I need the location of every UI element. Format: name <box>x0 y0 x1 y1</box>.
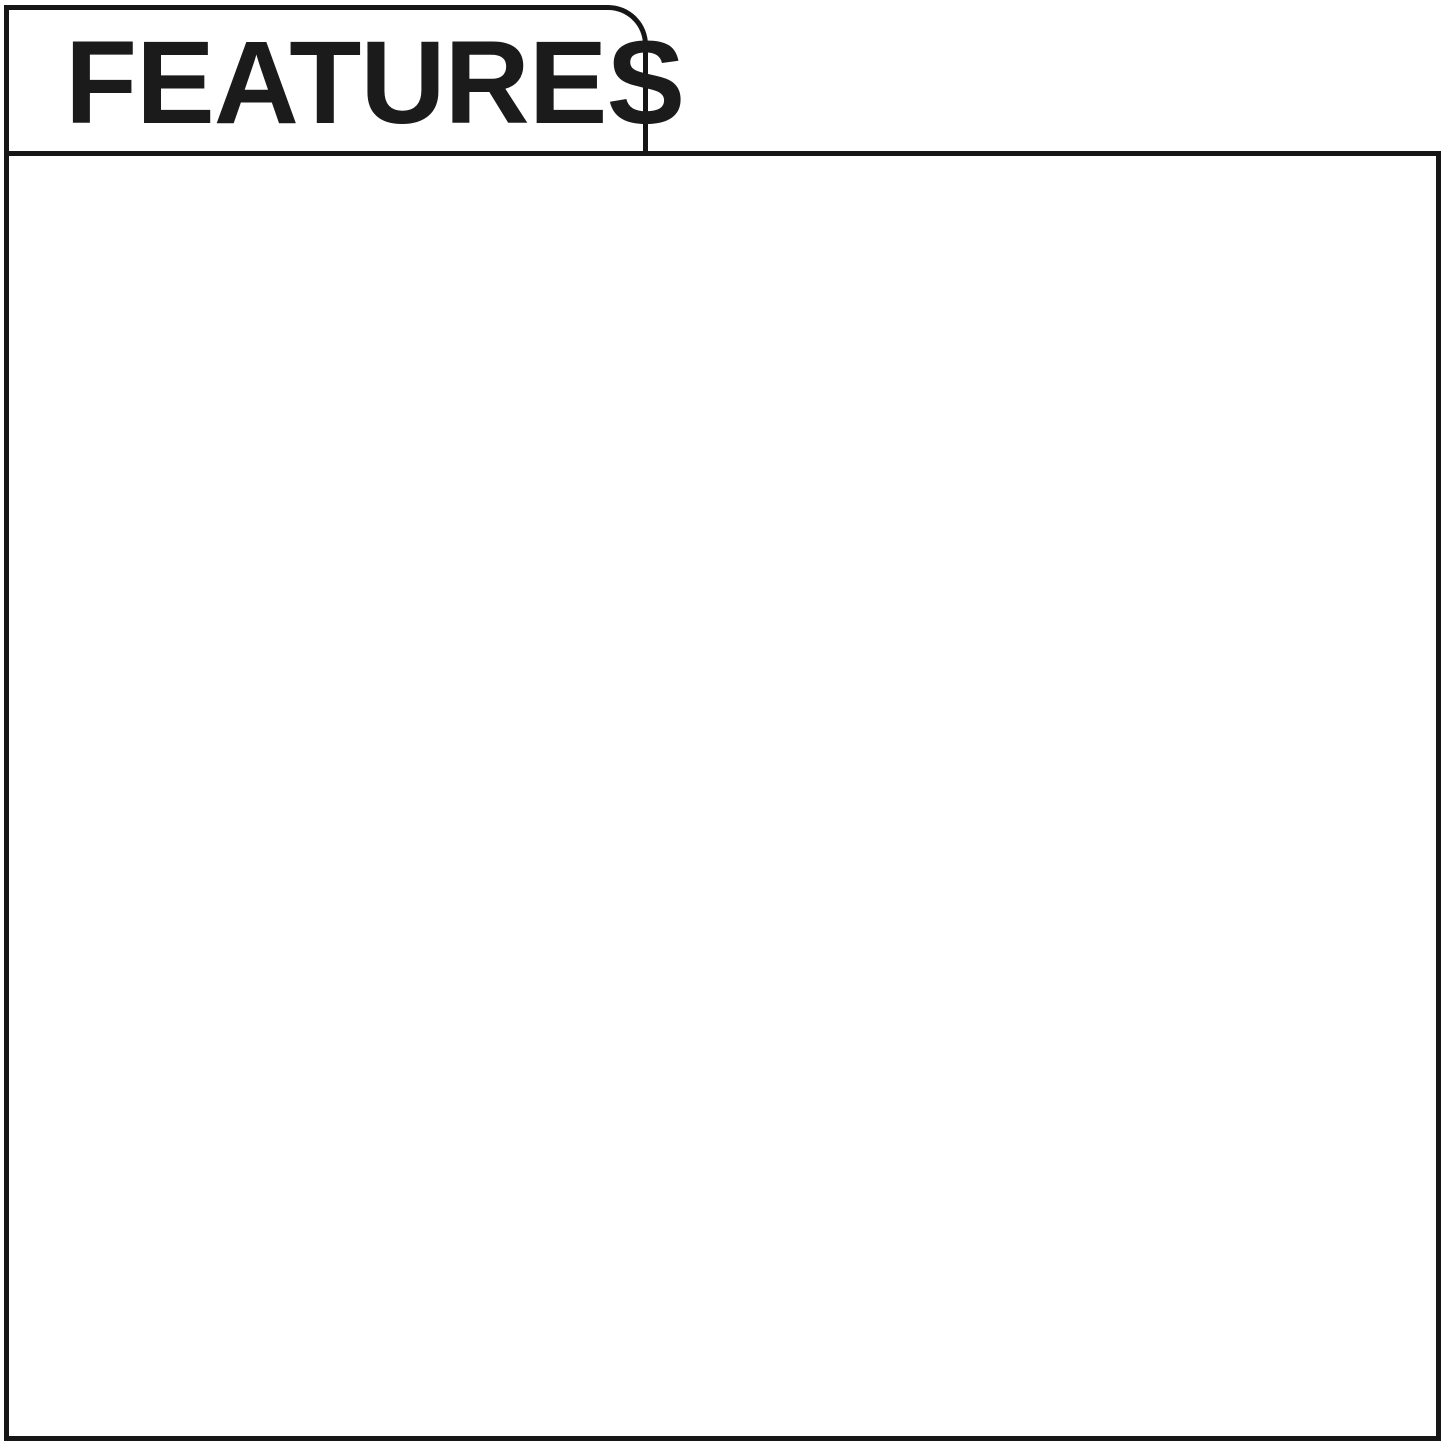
page-title: FEATURES <box>65 16 685 149</box>
features-tab <box>4 5 685 151</box>
spec-box <box>4 151 1441 1441</box>
